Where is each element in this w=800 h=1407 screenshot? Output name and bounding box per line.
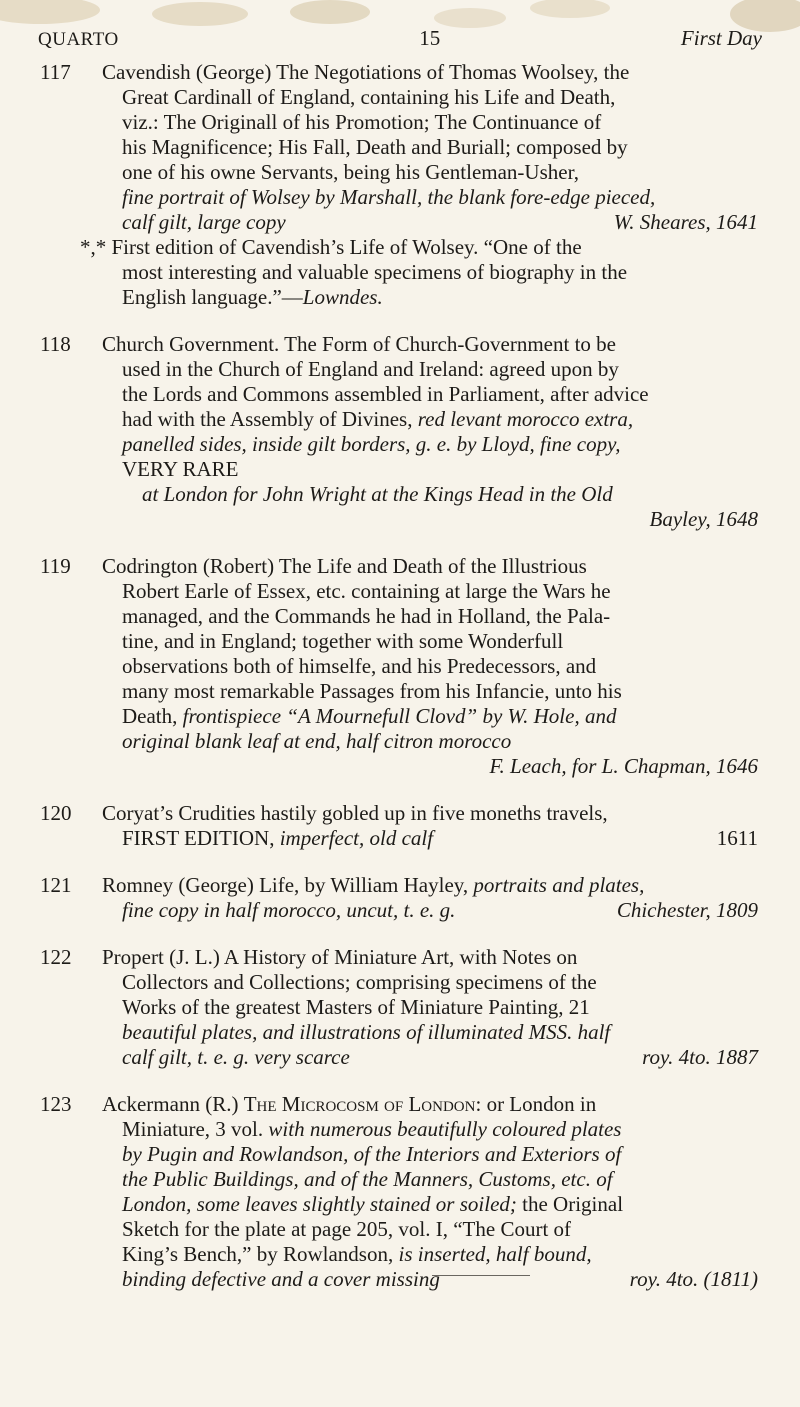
lot-122 bbox=[38, 945, 758, 1070]
imprint: roy. 4to. (1811) bbox=[629, 1267, 758, 1291]
lot-119 bbox=[38, 554, 758, 779]
lot-line: binding defective and a cover missing roy. 4to. (1811) bbox=[122, 1267, 758, 1291]
lot-line: calf gilt, large copy W. Sheares, 1641 bbox=[122, 210, 758, 234]
lot-line: Ackermann (R.) The Microcosm of London: or London in bbox=[102, 1092, 597, 1116]
lot-line: Collectors and Collections; comprising specimens of the bbox=[122, 970, 597, 994]
lot-line: one of his owne Servants, being his Gentleman-Usher, bbox=[122, 160, 579, 184]
lot-line: Romney (George) Life, by William Hayley, portraits and plates, bbox=[102, 873, 645, 897]
lot-line: used in the Church of England and Ireland: agreed upon by bbox=[122, 357, 619, 381]
lot-line: at London for John Wright at the Kings Head in the Old bbox=[142, 482, 613, 506]
lot-line: Great Cardinall of England, containing his Life and Death, bbox=[122, 85, 616, 109]
lot-line: fine copy in half morocco, uncut, t. e. g. Chichester, 1809 bbox=[122, 898, 758, 922]
lot-line: London, some leaves slightly stained or soiled; the Original bbox=[122, 1192, 624, 1216]
lot-line: Church Government. The Form of Church-Government to be bbox=[102, 332, 616, 356]
lot-line: beautiful plates, and illustrations of illuminated MSS. half bbox=[122, 1020, 611, 1044]
lot-line: FIRST EDITION, imperfect, old calf 1611 bbox=[122, 826, 758, 850]
lot-line: tine, and in England; together with some Wonderfull bbox=[122, 629, 564, 653]
lot-line: VERY RARE bbox=[122, 457, 239, 481]
lot-number: 119 bbox=[40, 554, 71, 578]
lot-line: viz.: The Originall of his Promotion; The Continuance of bbox=[122, 110, 602, 134]
lot-line: observations both of himselfe, and his Predecessors, and bbox=[122, 654, 597, 678]
imprint: roy. 4to. 1887 bbox=[642, 1045, 758, 1069]
lot-118 bbox=[38, 332, 758, 532]
sale-day: First Day bbox=[680, 26, 762, 50]
lot-line: managed, and the Commands he had in Holland, the Pala- bbox=[122, 604, 611, 628]
imprint: 1611 bbox=[716, 826, 758, 850]
lot-note: *,* First edition of Cavendish’s Life of Wolsey. “One of the bbox=[80, 235, 582, 259]
lot-number: 122 bbox=[40, 945, 72, 969]
lot-line: his Magnificence; His Fall, Death and Buriall; composed by bbox=[122, 135, 628, 159]
lot-121 bbox=[38, 873, 758, 923]
lot-line: the Lords and Commons assembled in Parliament, after advice bbox=[122, 382, 649, 406]
lot-line: original blank leaf at end, half citron morocco bbox=[122, 729, 512, 753]
lot-number: 121 bbox=[40, 873, 72, 897]
lot-line: fine portrait of Wolsey by Marshall, the blank fore-edge pieced, bbox=[122, 185, 656, 209]
lot-description bbox=[102, 554, 758, 779]
lot-line: Codrington (Robert) The Life and Death of the Illustrious bbox=[102, 554, 587, 578]
lot-description bbox=[102, 1092, 758, 1292]
lot-list bbox=[38, 60, 758, 1314]
imprint: Chichester, 1809 bbox=[616, 898, 758, 922]
section-title: QUARTO bbox=[38, 29, 119, 50]
lot-description bbox=[102, 945, 758, 1070]
end-rule-divider bbox=[432, 1275, 530, 1276]
lot-number: 123 bbox=[40, 1092, 72, 1116]
lot-117 bbox=[38, 60, 758, 310]
lot-note-line: English language.”—Lowndes. bbox=[122, 285, 383, 309]
lot-line: panelled sides, inside gilt borders, g. e. by Lloyd, fine copy, bbox=[122, 432, 621, 456]
lot-number: 120 bbox=[40, 801, 72, 825]
page-number: 15 bbox=[419, 26, 441, 50]
lot-line: by Pugin and Rowlandson, of the Interiors and Exteriors of bbox=[122, 1142, 622, 1166]
lot-line: Sketch for the plate at page 205, vol. I, “The Court of bbox=[122, 1217, 572, 1241]
lot-123 bbox=[38, 1092, 758, 1292]
lot-description bbox=[102, 873, 758, 923]
imprint: F. Leach, for L. Chapman, 1646 bbox=[489, 754, 758, 778]
lot-line: many most remarkable Passages from his Infancie, unto his bbox=[122, 679, 622, 703]
lot-line: calf gilt, t. e. g. very scarce roy. 4to. 1887 bbox=[122, 1045, 758, 1069]
lot-line: Death, frontispiece “A Mournefull Clovd” by W. Hole, and bbox=[122, 704, 617, 728]
lot-line: the Public Buildings, and of the Manners, Customs, etc. of bbox=[122, 1167, 613, 1191]
lot-description bbox=[102, 801, 758, 851]
lot-description bbox=[102, 332, 758, 532]
imprint: Bayley, 1648 bbox=[649, 507, 758, 531]
lot-line: King’s Bench,” by Rowlandson, is inserted, half bound, bbox=[122, 1242, 592, 1266]
lot-line: Works of the greatest Masters of Miniature Painting, 21 bbox=[122, 995, 590, 1019]
note-marker: *,* bbox=[80, 235, 107, 259]
lot-line: Coryat’s Crudities hastily gobled up in five moneths travels, bbox=[102, 801, 608, 825]
lot-line: Cavendish (George) The Negotiations of Thomas Woolsey, the bbox=[102, 60, 630, 84]
lot-note-line: most interesting and valuable specimens of biography in the bbox=[122, 260, 628, 284]
lot-description bbox=[80, 60, 758, 310]
page-header bbox=[38, 26, 762, 51]
lot-line: had with the Assembly of Divines, red levant morocco extra, bbox=[122, 407, 634, 431]
lot-line: Miniature, 3 vol. with numerous beautifully coloured plates bbox=[122, 1117, 622, 1141]
lot-line: Propert (J. L.) A History of Miniature Art, with Notes on bbox=[102, 945, 578, 969]
imprint: W. Sheares, 1641 bbox=[613, 210, 758, 234]
lot-line: Robert Earle of Essex, etc. containing at large the Wars he bbox=[122, 579, 611, 603]
lot-number: 117 bbox=[40, 60, 71, 84]
lot-120 bbox=[38, 801, 758, 851]
lot-number: 118 bbox=[40, 332, 71, 356]
